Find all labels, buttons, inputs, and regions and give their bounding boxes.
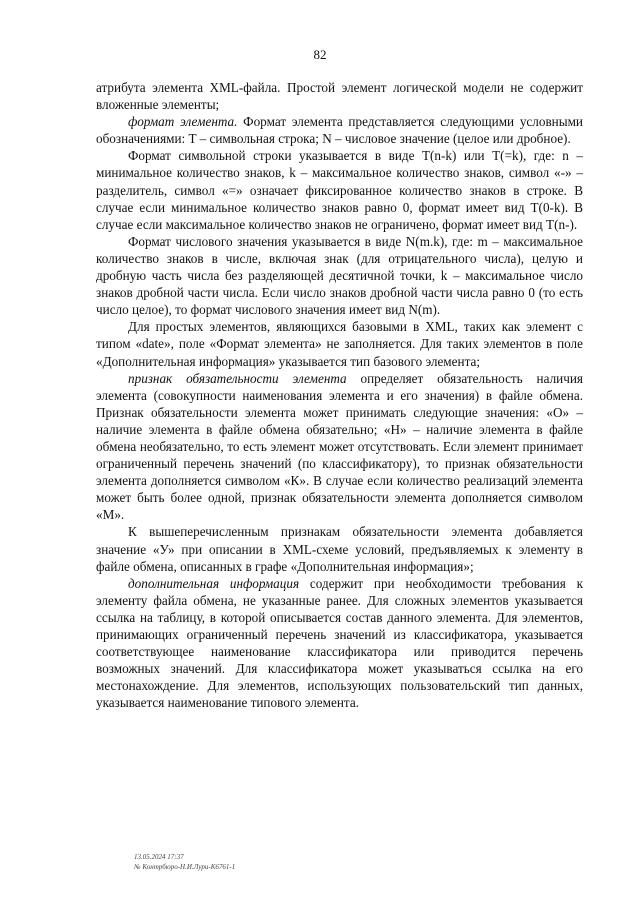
paragraph: К вышеперечисленным признакам обязательности элемента добавляется значение «У» при описании в XML-схеме условий, предъявляемых к элементу в файле обмена, описанных в графе «Дополнительная информация»; xyxy=(96,524,583,574)
term: формат элемента. xyxy=(128,114,238,130)
paragraph: признак обязательности элемента определяет обязательность наличия элемента (совокупности наименования элемента и его значения) в файле обмена. Признак обязательности элемента может принимать следующие значения: «О» – наличие элемента в файле обмена обязательно; «Н» – наличие элемента в файле обмена необязательно, то есть элемент может отсутствовать. Если элемент принимает ограниченный перечень значений (по классификатору), то признак обязательности элемента дополняется символом «К». В случае если количество реализаций элемента может быть более одной, признак обязательности элемента дополняется символом «М». xyxy=(96,370,583,523)
document-body xyxy=(96,79,583,711)
paragraph: Для простых элементов, являющихся базовыми в XML, таких как элемент с типом «date», поле «Формат элемента» не заполняется. Для таких элементов в поле «Дополнительная информация» указывается тип базового элемента; xyxy=(96,319,583,369)
paragraph: Формат числового значения указывается в виде N(m.k), где: m – максимальное количество знаков в числе, включая знак (для отрицательного числа), целую и дробную часть числа без разделяющей десятичной точки, k – максимальное число знаков дробной части числа. Если число знаков дробной части числа равно 0 (то есть число целое), то формат числового значения имеет вид N(m). xyxy=(96,233,583,318)
footer-stamp xyxy=(134,852,235,872)
paragraph: Формат символьной строки указывается в виде T(n-k) или T(=k), где: n – минимальное количество знаков, k – максимальное количество знаков, символ «-» – разделитель, символ «=» означает фиксированное количество знаков в строке. В случае если минимальное количество знаков равно 0, формат имеет вид T(0-k). В случае если максимальное количество знаков не ограничено, формат имеет вид T(n-). xyxy=(96,148,583,232)
paragraph: атрибута элемента XML-файла. Простой элемент логической модели не содержит вложенные элементы; xyxy=(96,80,583,113)
term: признак обязательности элемента xyxy=(128,370,347,386)
page-number: 82 xyxy=(313,47,327,62)
footer-document-code: № Контрбюро-Н.И.Лури-К6761-1 xyxy=(134,863,236,871)
paragraph: дополнительная информация содержит при необходимости требования к элементу файла обмена, не указанные ранее. Для сложных элементов указывается ссылка на таблицу, в которой описывается состав данного элемента. Для элементов, принимающих ограниченный перечень значений из классификатора, указывается соответствующее наименование классификатора или приводится перечень возможных значений. Для классификатора может указываться ссылка на его местонахождение. Для элементов, использующих пользовательский тип данных, указывается наименование типового элемента. xyxy=(96,575,583,711)
term: дополнительная информация xyxy=(128,575,300,591)
footer-timestamp: 13.05.2024 17:37 xyxy=(134,853,184,861)
paragraph: формат элемента. Формат элемента представляется следующими условными обозначениями: T – символьная строка; N – числовое значение (целое или дробное). xyxy=(96,114,583,147)
